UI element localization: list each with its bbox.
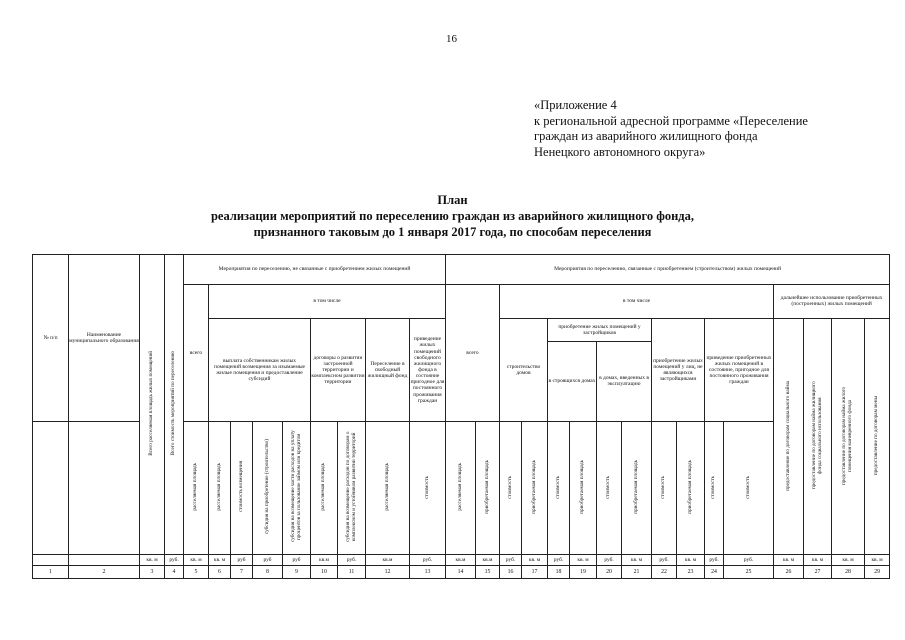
use-social-use-rent-header: предоставление по договорам найма жилищного фонда социального использования — [804, 319, 832, 555]
leaf-header: субсидия на приобретение (строительство) — [253, 422, 283, 555]
bringing-free-fund-header: приведение жилых помещений свободного жилищного фонда в состояние пригодное для постоянного проживания граждан — [410, 319, 446, 422]
leaf-header: стоимость — [597, 422, 622, 555]
column-number: 4 — [165, 566, 184, 579]
leaf-header: расселяемая площадь — [184, 422, 209, 555]
unit-cell: руб. — [705, 554, 724, 565]
unit-cell: руб. — [165, 554, 184, 565]
leaf-header: приобретаемая площадь — [476, 422, 500, 555]
leaf-header: стоимость — [652, 422, 677, 555]
in-building-houses-header: в строящихся домах — [548, 341, 597, 421]
use-maneuver-fund-header: предоставление по договорам найма жилого помещения маневренного фонда — [832, 319, 865, 555]
unit-cell: кв. м — [774, 554, 804, 565]
unit-cell: кв. м — [140, 554, 165, 565]
appendix-line: «Приложение 4 — [534, 98, 617, 112]
plan-title — [0, 192, 905, 240]
appendix-line: Ненецкого автономного округа» — [534, 144, 706, 159]
acq-persons-header: приобретение жилых помещений у лиц, не являющихся застройщиками — [652, 319, 705, 422]
column-number: 9 — [283, 566, 311, 579]
unit-cell: руб. — [652, 554, 677, 565]
column-number: 26 — [774, 566, 804, 579]
column-number: 6 — [209, 566, 231, 579]
unit-cell: кв.м — [476, 554, 500, 565]
leaf-header: приобретаемая площадь — [522, 422, 548, 555]
unit-cell: руб — [231, 554, 253, 565]
leaf-header: расселяемая площадь — [446, 422, 476, 555]
in-that-number-header: в том числе — [500, 284, 774, 318]
leaf-header: стоимость — [724, 422, 774, 555]
col-header-total-not-acq: всего — [184, 284, 209, 421]
unit-cell: кв.м — [366, 554, 410, 565]
leaf-header: стоимость — [705, 422, 724, 555]
title-line: признанного таковым до 1 января 2017 года, по способам переселения — [253, 225, 652, 239]
leaf-header: приобретаемая площадь — [677, 422, 705, 555]
column-number: 19 — [570, 566, 597, 579]
column-number: 12 — [366, 566, 410, 579]
appendix-line: к региональной адресной программе «Переселение — [534, 113, 808, 128]
column-number: 27 — [804, 566, 832, 579]
column-number: 8 — [253, 566, 283, 579]
column-number: 18 — [548, 566, 570, 579]
leaf-header: стоимость — [548, 422, 570, 555]
column-number: 21 — [622, 566, 652, 579]
column-number: 2 — [69, 566, 140, 579]
unit-cell: кв. м — [184, 554, 209, 565]
unit-cell: кв.м — [446, 554, 476, 565]
page-number: 16 — [446, 33, 457, 45]
unit-cell: кв. м — [804, 554, 832, 565]
column-number: 13 — [410, 566, 446, 579]
unit-cell: кв. м — [209, 554, 231, 565]
unit-cell: кв. м — [570, 554, 597, 565]
column-number: 29 — [865, 566, 890, 579]
use-exchange-header: предоставление по договорам мены — [865, 319, 890, 555]
column-number: 15 — [476, 566, 500, 579]
leaf-header: субсидия на возмещение части расходов на уплату процентов за пользование займом или кредитом — [283, 422, 311, 555]
blank-cell — [33, 422, 69, 555]
group-header-acquisition: Мероприятия по переселению, связанные с приобретением (строительством) жилых помещений — [446, 255, 890, 285]
unit-cell: кв. м — [522, 554, 548, 565]
leaf-header: расселяемая площадь — [311, 422, 338, 555]
col-header-number: № п/п — [33, 255, 69, 422]
use-social-rent-header: предоставление по договорам социального найма — [774, 319, 804, 555]
bringing-acquired-header: приведение приобретенных жилых помещений в состояние, пригодное для постоянного проживания граждан — [705, 319, 774, 422]
building-header: строительство домов — [500, 319, 548, 422]
unit-cell: кв.м — [311, 554, 338, 565]
column-number: 23 — [677, 566, 705, 579]
title-line: План — [437, 193, 468, 207]
leaf-header: субсидия на возмещение расходов по договорам о комплексном и устойчивом развитии территорий — [338, 422, 366, 555]
column-number: 28 — [832, 566, 865, 579]
column-number: 1 — [33, 566, 69, 579]
unit-cell: руб. — [338, 554, 366, 565]
unit-cell: руб. — [410, 554, 446, 565]
column-number: 22 — [652, 566, 677, 579]
col-header-total-acq: всего — [446, 284, 500, 421]
leaf-header: приобретаемая площадь — [622, 422, 652, 555]
unit-cell: руб. — [548, 554, 570, 565]
unit-cell: руб. — [597, 554, 622, 565]
appendix-line: граждан из аварийного жилищного фонда — [534, 129, 758, 143]
leaf-header: стоимость возмещения — [231, 422, 253, 555]
leaf-header: расселяемая площадь — [366, 422, 410, 555]
relocation-free-fund-header: Переселение в свободный жилищный фонд — [366, 319, 410, 422]
unit-cell: кв. м — [677, 554, 705, 565]
column-number: 16 — [500, 566, 522, 579]
unit-cell: кв. м — [865, 554, 890, 565]
column-number: 14 — [446, 566, 476, 579]
unit-cell: кв. м — [622, 554, 652, 565]
leaf-header: стоимость — [410, 422, 446, 555]
column-number: 17 — [522, 566, 548, 579]
in-that-number-header: в том числе — [209, 284, 446, 318]
column-number: 25 — [724, 566, 774, 579]
col-header-municipality: Наименование муниципального образования — [69, 255, 140, 422]
appendix-note — [534, 98, 808, 160]
column-number: 24 — [705, 566, 724, 579]
group-header-not-acquisition: Мероприятия по переселению, не связанные с приобретением жилых помещений — [184, 255, 446, 285]
column-number: 10 — [311, 566, 338, 579]
unit-cell — [33, 554, 69, 565]
contracts-header: договоры о развитии застроенной территории и комплексном развитии территории — [311, 319, 366, 422]
resettlement-plan-table — [32, 254, 890, 579]
payout-header: выплата собственникам жилых помещений возмещения за изымаемые жилые помещения и предоставление субсидий — [209, 319, 311, 422]
acq-developers-header: приобретение жилых помещений у застройщиков — [548, 319, 652, 342]
column-number: 7 — [231, 566, 253, 579]
further-use-header: дальнейшее использование приобретенных (построенных) жилых помещений — [774, 284, 890, 318]
col-header-total-cost: Всего стоимость мероприятий по переселению — [165, 255, 184, 555]
col-header-total-area: Всего расселяемая площадь жилых помещений — [140, 255, 165, 555]
leaf-header: стоимость — [500, 422, 522, 555]
unit-cell: руб — [283, 554, 311, 565]
unit-cell: кв. м — [832, 554, 865, 565]
column-number: 3 — [140, 566, 165, 579]
in-commissioned-houses-header: в домах, введенных в эксплуатацию — [597, 341, 652, 421]
unit-cell: руб. — [724, 554, 774, 565]
blank-cell — [69, 422, 140, 555]
column-number: 5 — [184, 566, 209, 579]
column-number: 11 — [338, 566, 366, 579]
leaf-header: приобретаемая площадь — [570, 422, 597, 555]
unit-cell — [69, 554, 140, 565]
unit-cell: руб. — [500, 554, 522, 565]
title-line: реализации мероприятий по переселению граждан из аварийного жилищного фонда, — [210, 209, 695, 223]
unit-cell: руб — [253, 554, 283, 565]
column-number: 20 — [597, 566, 622, 579]
leaf-header: расселяемая площадь — [209, 422, 231, 555]
